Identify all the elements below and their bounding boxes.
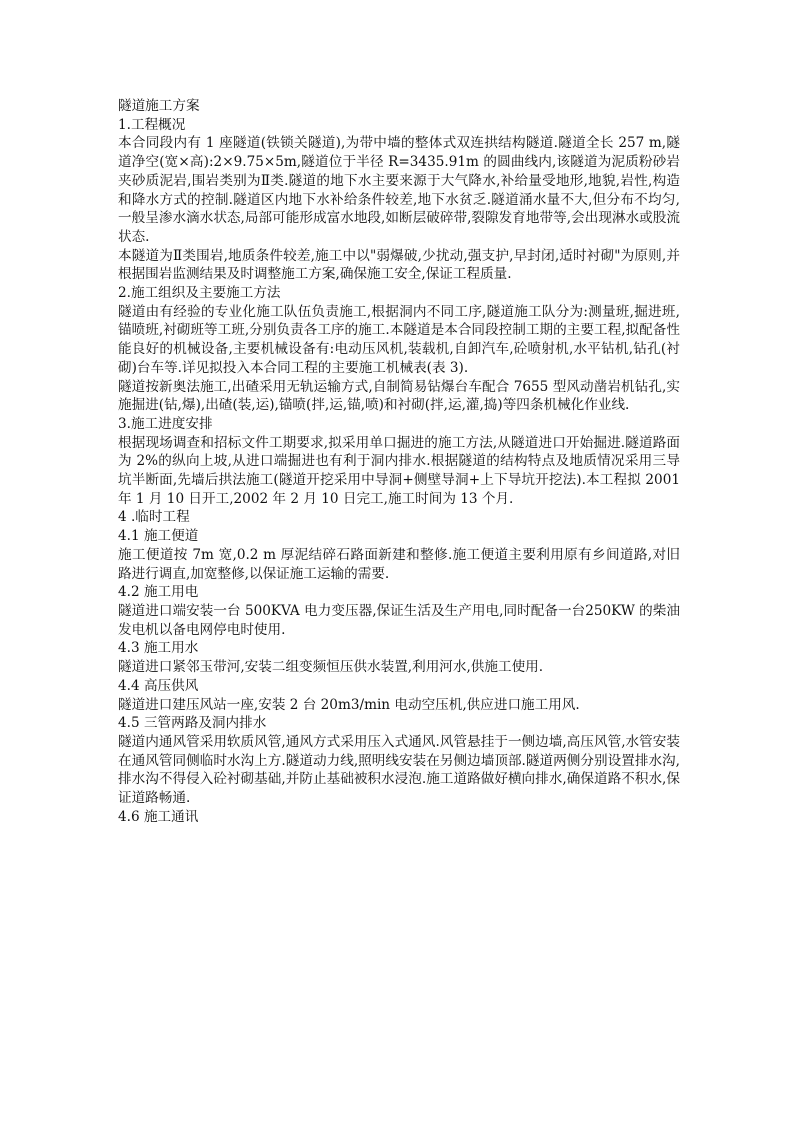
subsection-heading: 4.1 施工便道 [118,528,199,545]
section-heading: 1.工程概况 [118,116,186,133]
paragraph: 根据现场调查和招标文件工期要求,拟采用单口掘进的施工方法,从隧道进口开始掘进.隧道路面为 2%的纵向上坡,从进口端掘进也有利于洞内排水.根据隧道的结构特点及地质情况采用三导坑半断面,先墙后拱法施工(隧道开挖采用中导洞+侧壁导洞+上下导坑开挖法).本工程拟 2001 年 1 月 10 日开工,2002 年 2 月 10 日完工,施工时间为 13 个月. [118,434,685,507]
document-page [118,97,685,826]
subsection-heading: 4.2 施工用电 [118,584,199,601]
subsection-heading: 4.5 三管两路及洞内排水 [118,715,267,732]
paragraph: 隧道进口端安装一台 500KVA 电力变压器,保证生活及生产用电,同时配备一台250KW 的柴油发电机以备电网停电时使用. [118,602,680,638]
paragraph: 本隧道为Ⅱ类围岩,地质条件较差,施工中以"弱爆破,少扰动,强支护,早封闭,适时衬砌"为原则,并根据围岩监测结果及时调整施工方案,确保施工安全,保证工程质量. [118,247,680,283]
subsection-heading: 4.4 高压供风 [118,677,199,694]
paragraph: 本合同段内有 1 座隧道(铁锁关隧道),为带中墙的整体式双连拱结构隧道.隧道全长 257 m,隧道净空(宽×高):2×9.75×5m,隧道位于半径 R=3435.91m 的圆曲线内,该隧道为泥质粉砂岩夹砂质泥岩,围岩类别为Ⅱ类.隧道的地下水主要来源于大气降水,补给量受地形,地貌,岩性,构造和降水方式的控制.隧道区内地下水补给条件较差,地下水贫乏.隧道涌水量不大,但分布不均匀,一般呈渗水滴水状态,局部可能形成富水地段,如断层破碎带,裂隙发育地带等,会出现淋水或股流状态. [118,135,680,245]
section-heading: 3.施工进度安排 [118,415,213,432]
paragraph: 隧道进口建压风站一座,安装 2 台 20m3/min 电动空压机,供应进口施工用风. [118,696,580,713]
document-title: 隧道施工方案 [118,98,200,114]
subsection-heading: 4.3 施工用水 [118,640,199,657]
paragraph: 隧道进口紧邻玉带河,安装二组变频恒压供水装置,利用河水,供施工使用. [118,659,544,676]
paragraph: 隧道由有经验的专业化施工队伍负责施工,根据洞内不同工序,隧道施工队分为:测量班,掘进班,锚喷班,衬砌班等工班,分别负责各工序的施工.本隧道是本合同段控制工期的主要工程,拟配备性能良好的机械设备,主要机械设备有:电动压风机,装载机,自卸汽车,砼喷射机,水平钻机,钻孔(衬砌)台车等.详见拟投入本合同工程的主要施工机械表(表 3). [118,303,680,376]
paragraph: 施工便道按 7m 宽,0.2 m 厚泥结碎石路面新建和整修.施工便道主要利用原有乡间道路,对旧路进行调直,加宽整修,以保证施工运输的需要. [118,546,680,582]
section-heading: 2.施工组织及主要施工方法 [118,285,281,302]
subsection-heading: 4.6 施工通讯 [118,808,199,825]
paragraph: 隧道内通风管采用软质风管,通风方式采用压入式通风.风管悬挂于一侧边墙,高压风管,水管安装在通风管同侧临时水沟上方.隧道动力线,照明线安装在另侧边墙顶部.隧道两侧分别设置排水沟,排水沟不得侵入砼衬砌基础,并防止基础被积水浸泡.施工道路做好横向排水,确保道路不积水,保证道路畅通. [118,733,680,807]
section-heading: 4 .临时工程 [118,509,190,526]
paragraph: 隧道按新奥法施工,出碴采用无轨运输方式,自制简易钻爆台车配合 7655 型风动凿岩机钻孔,实施掘进(钻,爆),出碴(装,运),锚喷(拌,运,锚,喷)和衬砌(拌,运,灌,捣)等四条机械化作业线. [118,378,680,414]
